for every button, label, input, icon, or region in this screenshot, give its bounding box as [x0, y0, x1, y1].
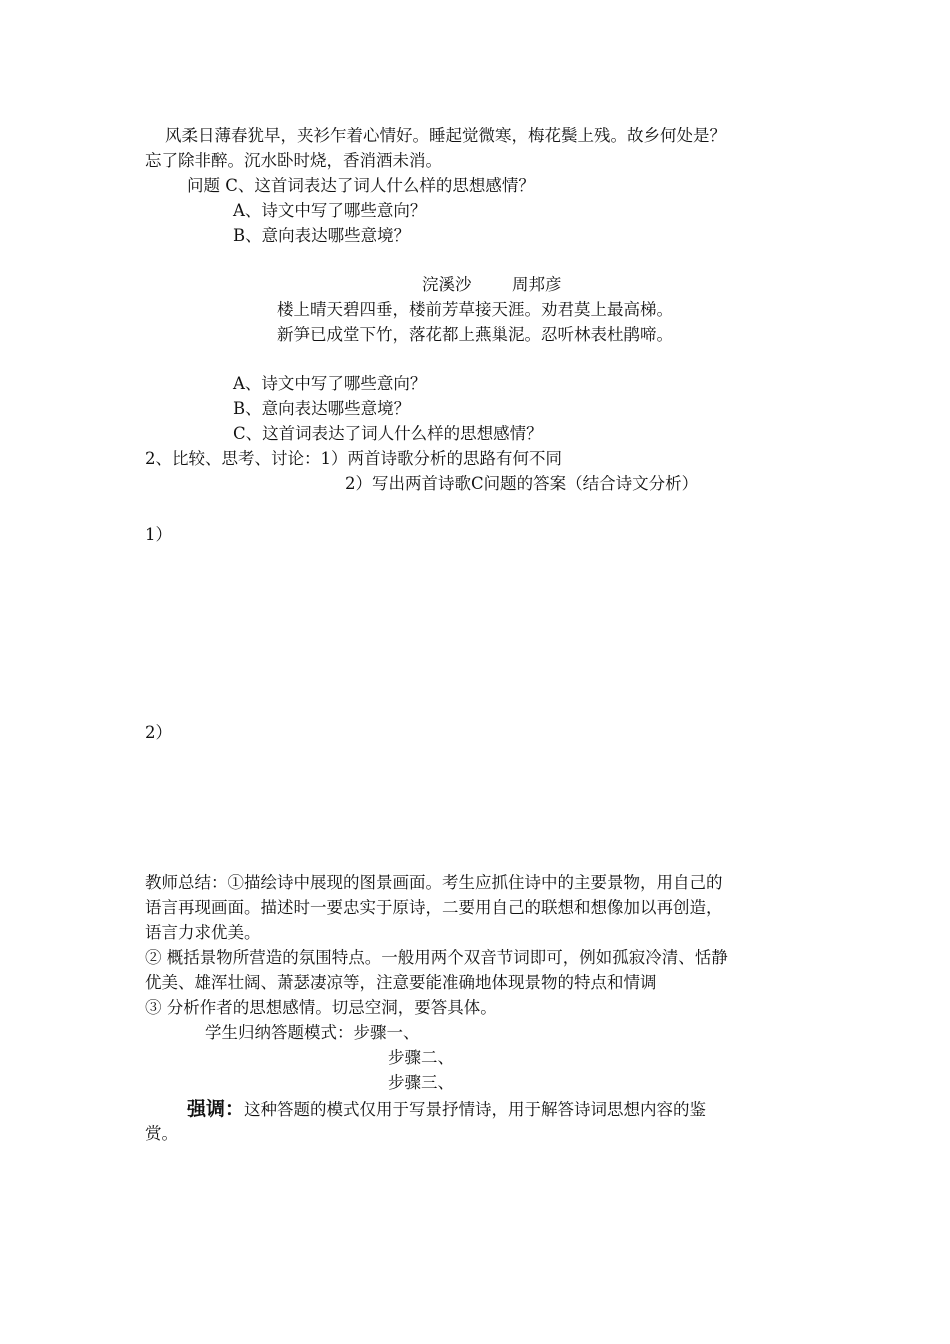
poem1-line2: 忘了除非醉。沉水卧时烧，香消酒未消。 — [145, 151, 442, 170]
poem1-question-a: A、诗文中写了哪些意向？ — [233, 201, 427, 220]
poem2-question-b: B、意向表达哪些意境？ — [233, 399, 411, 418]
poem1-question-b: B、意向表达哪些意境？ — [233, 226, 411, 245]
poem1-question-c: 问题 C、这首词表达了词人什么样的思想感情？ — [187, 176, 535, 195]
emphasis-text1: 这种答题的模式仅用于写景抒情诗，用于解答诗词思想内容的鉴 — [244, 1100, 707, 1119]
poem2-line2: 新笋已成堂下竹，落花都上燕巢泥。忍听林表杜鹃啼。 — [277, 325, 673, 344]
summary-line5: 优美、雄浑壮阔、萧瑟凄凉等，注意要能准确地体现景物的特点和情调 — [145, 973, 657, 992]
discussion-line2: 2）写出两首诗歌C问题的答案（结合诗文分析） — [345, 474, 699, 493]
answer-model-step2: 步骤二、 — [388, 1048, 454, 1067]
answer-2-label: 2） — [145, 723, 172, 742]
summary-line1: 教师总结：①描绘诗中展现的图景画面。考生应抓住诗中的主要景物，用自己的 — [145, 873, 723, 892]
answer-model-step3: 步骤三、 — [388, 1073, 454, 1092]
answer-model-label: 学生归纳答题模式：步骤一、 — [205, 1023, 420, 1042]
poem1-line1: 风柔日薄春犹早，夹衫乍着心情好。睡起觉微寒，梅花鬓上残。故乡何处是？ — [165, 126, 726, 145]
emphasis-line1 — [187, 1097, 706, 1122]
emphasis-line2: 赏。 — [145, 1124, 178, 1143]
emphasis-label: 强调： — [187, 1098, 245, 1120]
poem2-author: 周邦彦 — [512, 275, 562, 294]
summary-line2: 语言再现画面。描述时一要忠实于原诗，二要用自己的联想和想像加以再创造， — [145, 898, 723, 917]
summary-line6: ③ 分析作者的思想感情。切忌空洞，要答具体。 — [145, 998, 497, 1017]
discussion-line1: 2、比较、思考、讨论：1）两首诗歌分析的思路有何不同 — [145, 449, 562, 468]
poem2-question-c: C、这首词表达了词人什么样的思想感情？ — [233, 424, 543, 443]
summary-line4: ② 概括景物所营造的氛围特点。一般用两个双音节词即可，例如孤寂冷清、恬静 — [145, 948, 728, 967]
poem2-line1: 楼上晴天碧四垂，楼前芳草接天涯。劝君莫上最高梯。 — [277, 300, 673, 319]
summary-line3: 语言力求优美。 — [145, 923, 261, 942]
poem2-question-a: A、诗文中写了哪些意向？ — [233, 374, 427, 393]
answer-1-label: 1） — [145, 525, 172, 544]
poem2-title: 浣溪沙 — [422, 275, 472, 294]
